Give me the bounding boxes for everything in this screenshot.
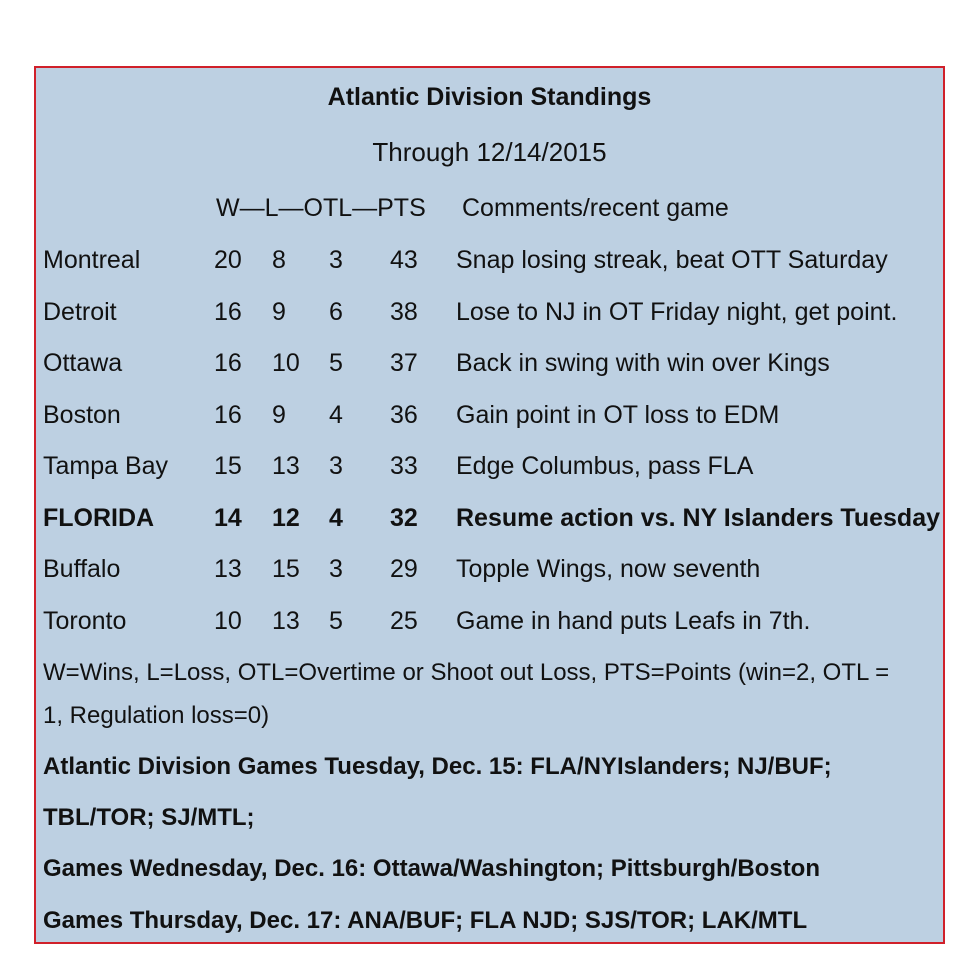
overtime-losses: 4 <box>329 504 343 532</box>
thursday-games: Games Thursday, Dec. 17: ANA/BUF; FLA NJD; SJS/TOR; LAK/MTL <box>43 907 808 934</box>
points: 43 <box>390 246 418 274</box>
points: 33 <box>390 452 418 480</box>
comment: Back in swing with win over Kings <box>456 349 830 377</box>
points: 32 <box>390 504 418 532</box>
overtime-losses: 3 <box>329 555 343 583</box>
overtime-losses: 6 <box>329 298 343 326</box>
losses: 15 <box>272 555 300 583</box>
comment: Resume action vs. NY Islanders Tuesday <box>456 504 940 532</box>
team-name: Toronto <box>43 607 127 635</box>
comment: Snap losing streak, beat OTT Saturday <box>456 246 888 274</box>
wins: 16 <box>214 298 242 326</box>
wins: 20 <box>214 246 242 274</box>
comment: Game in hand puts Leafs in 7th. <box>456 607 811 635</box>
overtime-losses: 5 <box>329 607 343 635</box>
wins: 13 <box>214 555 242 583</box>
points: 38 <box>390 298 418 326</box>
comments-header: Comments/recent game <box>462 194 729 222</box>
losses: 12 <box>272 504 300 532</box>
overtime-losses: 3 <box>329 452 343 480</box>
losses: 8 <box>272 246 286 274</box>
standings-panel <box>34 66 945 944</box>
losses: 9 <box>272 298 286 326</box>
overtime-losses: 4 <box>329 401 343 429</box>
losses: 13 <box>272 452 300 480</box>
team-name: Tampa Bay <box>43 452 169 480</box>
comment: Edge Columbus, pass FLA <box>456 452 754 480</box>
team-name: Detroit <box>43 298 117 326</box>
comment: Gain point in OT loss to EDM <box>456 401 780 429</box>
wins: 14 <box>214 504 242 532</box>
wins: 16 <box>214 401 242 429</box>
wins: 15 <box>214 452 242 480</box>
wins: 16 <box>214 349 242 377</box>
wins: 10 <box>214 607 242 635</box>
legend-line-1: W=Wins, L=Loss, OTL=Overtime or Shoot out Loss, PTS=Points (win=2, OTL = <box>43 659 890 686</box>
stat-columns-header: W—L—OTL—PTS <box>216 194 426 222</box>
losses: 10 <box>272 349 300 377</box>
points: 29 <box>390 555 418 583</box>
overtime-losses: 3 <box>329 246 343 274</box>
points: 36 <box>390 401 418 429</box>
losses: 9 <box>272 401 286 429</box>
team-name: FLORIDA <box>43 504 155 532</box>
tuesday-games-line-1: Atlantic Division Games Tuesday, Dec. 15: FLA/NYIslanders; NJ/BUF; <box>43 753 832 780</box>
losses: 13 <box>272 607 300 635</box>
comment: Topple Wings, now seventh <box>456 555 761 583</box>
overtime-losses: 5 <box>329 349 343 377</box>
tuesday-games-line-2: TBL/TOR; SJ/MTL; <box>43 804 255 831</box>
team-name: Montreal <box>43 246 141 274</box>
team-name: Ottawa <box>43 349 123 377</box>
points: 37 <box>390 349 418 377</box>
team-name: Buffalo <box>43 555 121 583</box>
standings-date: Through 12/14/2015 <box>372 137 607 167</box>
legend-line-2: 1, Regulation loss=0) <box>43 702 270 729</box>
points: 25 <box>390 607 418 635</box>
standings-title: Atlantic Division Standings <box>327 83 652 111</box>
comment: Lose to NJ in OT Friday night, get point. <box>456 298 898 326</box>
wednesday-games: Games Wednesday, Dec. 16: Ottawa/Washington; Pittsburgh/Boston <box>43 855 820 882</box>
team-name: Boston <box>43 401 121 429</box>
